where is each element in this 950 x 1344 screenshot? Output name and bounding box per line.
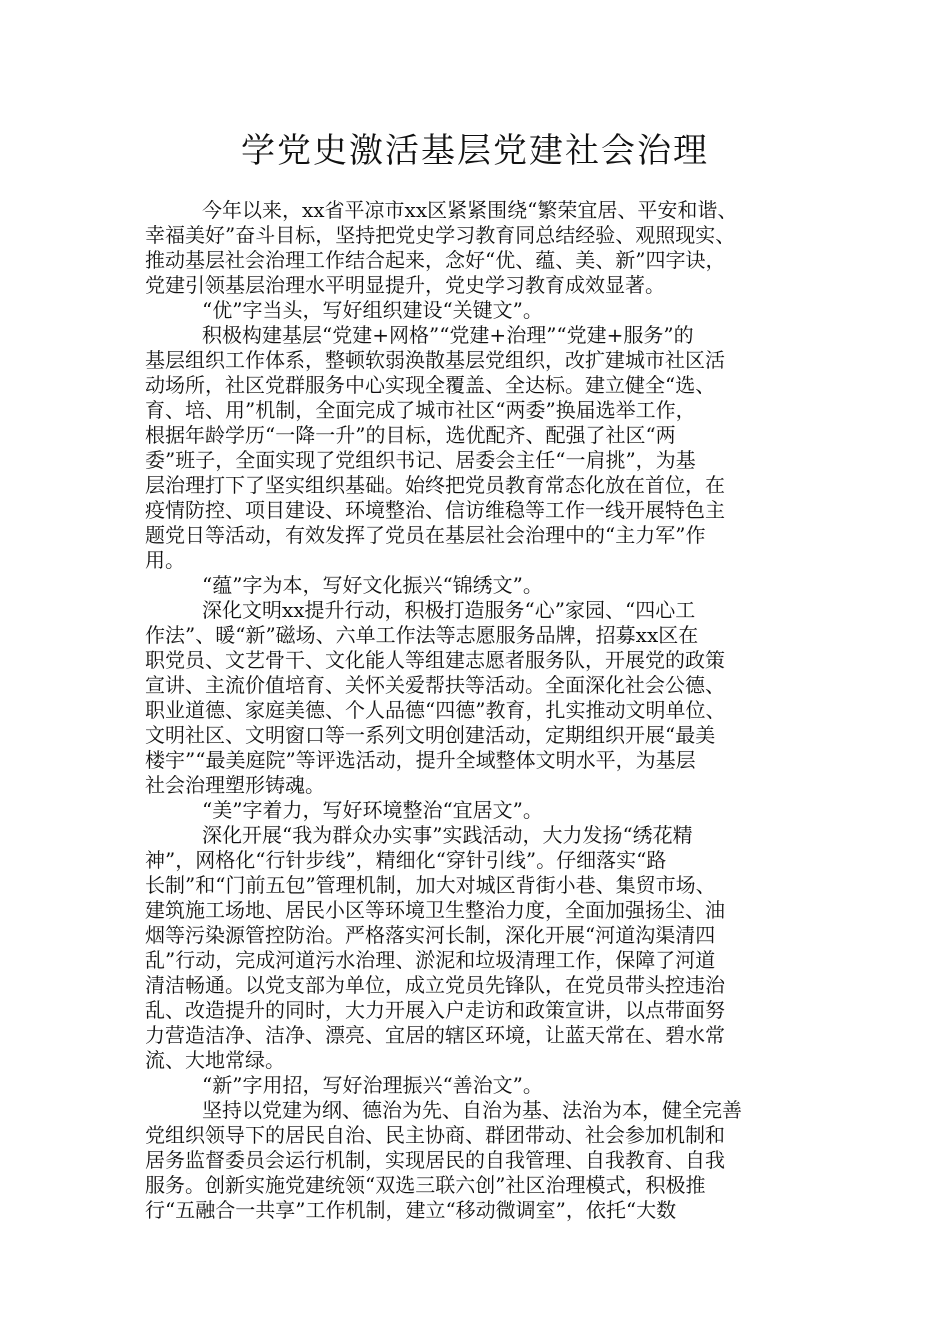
text-line: 疫情防控、项目建设、环境整治、信访维稳等工作一线开展特色主	[145, 498, 725, 522]
text-line: 清洁畅通。以党支部为单位，成立党员先锋队，在党员带头控违治	[145, 973, 725, 997]
paragraph-first-line: “优”字当头，写好组织建设“关键文”。	[202, 298, 543, 322]
text-line: 层治理打下了坚实组织基础。始终把党员教育常态化放在首位，在	[145, 473, 725, 497]
text-line: 幸福美好”奋斗目标，坚持把党史学习教育同总结经验、观照现实、	[145, 223, 736, 247]
text-line: 动场所，社区党群服务中心实现全覆盖、全达标。建立健全“选、	[145, 373, 716, 397]
text-line: 服务。创新实施党建统领“双选三联六创”社区治理模式，积极推	[145, 1173, 706, 1197]
text-line: 楼宇”“最美庭院”等评选活动，提升全域整体文明水平，为基层	[145, 748, 696, 772]
text-line: 作法”、暖“新”磁场、六单工作法等志愿服务品牌，招募xx区在	[145, 623, 699, 647]
text-line: 委”班子，全面实现了党组织书记、居委会主任“一肩挑”，为基	[145, 448, 696, 472]
text-line: 烟等污染源管控防治。严格落实河长制，深化开展“河道沟渠清四	[145, 923, 716, 947]
text-line: 宣讲、主流价值培育、关怀关爱帮扶等活动。全面深化社会公德、	[145, 673, 725, 697]
text-line: 居务监督委员会运行机制，实现居民的自我管理、自我教育、自我	[145, 1148, 725, 1172]
text-line: 职党员、文艺骨干、文化能人等组建志愿者服务队，开展党的政策	[145, 648, 725, 672]
paragraph-first-line: 深化开展“我为群众办实事”实践活动，大力发扬“绣花精	[202, 823, 693, 847]
text-line: 党建引领基层治理水平明显提升，党史学习教育成效显著。	[145, 273, 665, 297]
text-line: 神”，网格化“行针步线”，精细化“穿针引线”。仔细落实“路	[145, 848, 667, 872]
text-line: 流、大地常绿。	[145, 1048, 285, 1072]
text-line: 根据年龄学历“一降一升”的目标，选优配齐、配强了社区“两	[145, 423, 676, 447]
text-line: 育、培、用”机制，全面完成了城市社区“两委”换届选举工作，	[145, 398, 696, 422]
text-line: 党组织领导下的居民自治、民主协商、群团带动、社会参加机制和	[145, 1123, 725, 1147]
text-line: 建筑施工场地、居民小区等环境卫生整治力度，全面加强扬尘、油	[145, 898, 725, 922]
document-body	[145, 198, 825, 1223]
paragraph-first-line: 坚持以党建为纲、德治为先、自治为基、法治为本，健全完善	[202, 1098, 742, 1122]
text-line: 乱”行动，完成河道污水治理、淤泥和垃圾清理工作，保障了河道	[145, 948, 716, 972]
text-line: 行“五融合一共享”工作机制，建立“移动微调室”，依托“大数	[145, 1198, 677, 1222]
text-line: 社会治理塑形铸魂。	[145, 773, 325, 797]
paragraph-first-line: 积极构建基层“党建+网格”“党建+治理”“党建+服务”的	[202, 323, 694, 347]
paragraph-first-line: 深化文明xx提升行动，积极打造服务“心”家园、“四心工	[202, 598, 696, 622]
paragraph-first-line: 今年以来，xx省平凉市xx区紧紧围绕“繁荣宜居、平安和谐、	[202, 198, 738, 222]
text-line: 职业道德、家庭美德、个人品德“四德”教育，扎实推动文明单位、	[145, 698, 726, 722]
text-line: 题党日等活动，有效发挥了党员在基层社会治理中的“主力军”作	[145, 523, 706, 547]
text-line: 用。	[145, 548, 185, 572]
document-title: 学党史激活基层党建社会治理	[241, 131, 709, 171]
paragraph-first-line: “新”字用招，写好治理振兴“善治文”。	[202, 1073, 543, 1097]
text-line: 基层组织工作体系，整顿软弱涣散基层党组织，改扩建城市社区活	[145, 348, 725, 372]
text-line: 乱、改造提升的同时，大力开展入户走访和政策宣讲，以点带面努	[145, 998, 725, 1022]
paragraph-first-line: “美”字着力，写好环境整治“宜居文”。	[202, 798, 543, 822]
text-line: 推动基层社会治理工作结合起来，念好“优、蕴、美、新”四字诀，	[145, 248, 726, 272]
text-line: 文明社区、文明窗口等一系列文明创建活动，定期组织开展“最美	[145, 723, 716, 747]
text-line: 力营造洁净、洁净、漂亮、宜居的辖区环境，让蓝天常在、碧水常	[145, 1023, 725, 1047]
paragraph-first-line: “蕴”字为本，写好文化振兴“锦绣文”。	[202, 573, 543, 597]
text-line: 长制”和“门前五包”管理机制，加大对城区背街小巷、集贸市场、	[145, 873, 716, 897]
